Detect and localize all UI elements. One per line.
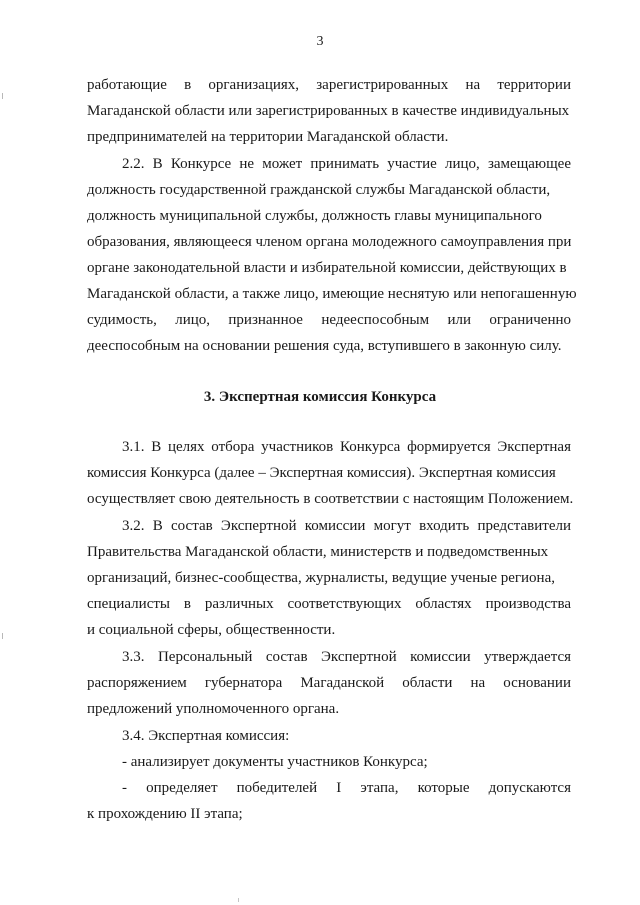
text-line: комиссия Конкурса (далее – Экспертная комиссия). Экспертная комиссия [87, 465, 556, 481]
text-line: 3.4. Экспертная комиссия: [122, 728, 290, 744]
text-line: организаций, бизнес-сообщества, журналисты, ведущие ученые региона, [87, 570, 555, 586]
text-line: дееспособным на основании решения суда, вступившего в законную силу. [87, 338, 562, 354]
text-line: к прохождению II этапа; [87, 806, 243, 822]
text-line: 2.2. В Конкурсе не может принимать участие лицо, замещающее [122, 156, 571, 172]
text-line: предпринимателей на территории Магаданской области. [87, 129, 449, 145]
text-line: - определяет победителей I этапа, которые допускаются [122, 780, 571, 796]
page-number: 3 [316, 34, 324, 49]
scan-mark [2, 633, 3, 639]
text-line: Магаданской области, а также лицо, имеющие неснятую или непогашенную [87, 286, 577, 302]
text-line: 3.2. В состав Экспертной комиссии могут входить представители [122, 518, 571, 534]
text-line: должность муниципальной службы, должность главы муниципального [87, 208, 542, 224]
scan-mark [2, 93, 3, 99]
scan-mark [238, 898, 239, 902]
text-line: образования, являющееся членом органа молодежного самоуправления при [87, 234, 572, 250]
text-line: предложений уполномоченного органа. [87, 701, 340, 717]
text-line: судимость, лицо, признанное недееспособным или ограниченно [87, 312, 571, 328]
text-line: 3.3. Персональный состав Экспертной комиссии утверждается [122, 649, 571, 665]
text-line: Правительства Магаданской области, министерств и подведомственных [87, 544, 549, 560]
text-line: 3.1. В целях отбора участников Конкурса формируется Экспертная [122, 439, 571, 455]
section-heading: 3. Экспертная комиссия Конкурса [203, 389, 437, 405]
text-line: должность государственной гражданской службы Магаданской области, [87, 182, 551, 198]
text-line: и социальной сферы, общественности. [87, 622, 336, 638]
text-line: специалисты в различных соответствующих областях производства [87, 596, 571, 612]
text-line: Магаданской области или зарегистрированных в качестве индивидуальных [87, 103, 570, 119]
text-line: органе законодательной власти и избирательной комиссии, действующих в [87, 260, 567, 276]
text-line: распоряжением губернатора Магаданской области на основании [87, 675, 571, 691]
text-line: осуществляет свою деятельность в соответствии с настоящим Положением. [87, 491, 574, 507]
text-line: работающие в организациях, зарегистрированных на территории [87, 77, 571, 93]
text-line: - анализирует документы участников Конкурса; [122, 754, 428, 770]
